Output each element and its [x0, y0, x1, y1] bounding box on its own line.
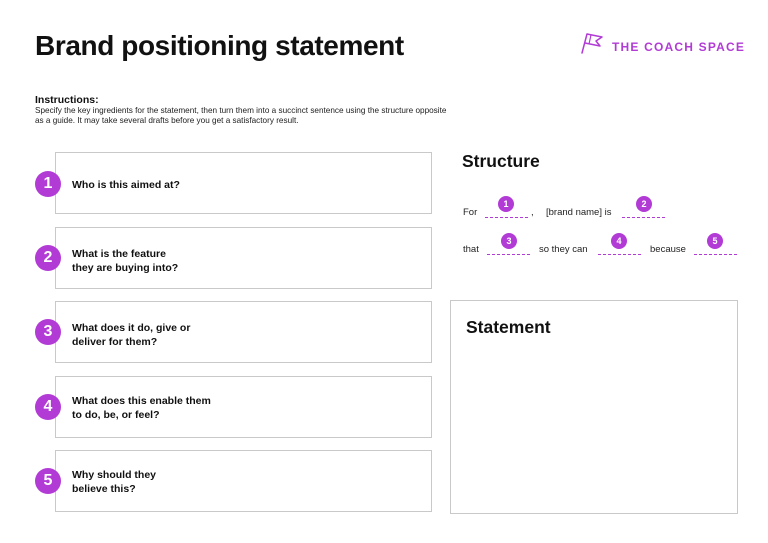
structure-word-brand: [brand name] is: [546, 207, 612, 218]
structure-word-for: For: [463, 207, 478, 218]
statement-heading: Statement: [466, 317, 551, 337]
question-number-badge: 4: [35, 394, 61, 420]
blank-2: [622, 217, 665, 218]
question-number-badge: 1: [35, 171, 61, 197]
blank-number-badge: 3: [501, 233, 517, 249]
question-text-3: What does it do, give or deliver for them?: [72, 322, 191, 348]
structure-heading: Structure: [462, 151, 540, 171]
question-number-badge: 2: [35, 245, 61, 271]
blank-4: [598, 254, 641, 255]
blank-number-badge: 4: [611, 233, 627, 249]
instructions-text: Specify the key ingredients for the statement, then turn them into a succinct sentence using the structure opposite as a guide. It may take several drafts before you get a satisfactory result.: [35, 106, 447, 125]
question-number-badge: 5: [35, 468, 61, 494]
blank-5: [694, 254, 737, 255]
question-text-5: Why should they believe this?: [72, 469, 156, 495]
question-text-4: What does this enable them to do, be, or feel?: [72, 395, 211, 421]
structure-word-so-they-can: so they can: [539, 244, 588, 255]
blank-3: [487, 254, 530, 255]
question-text-1: Who is this aimed at?: [72, 179, 180, 191]
blank-number-badge: 1: [498, 196, 514, 212]
blank-number-badge: 2: [636, 196, 652, 212]
structure-word-that: that: [463, 244, 479, 255]
structure-comma: ,: [531, 207, 534, 218]
brand-logo: [580, 32, 745, 54]
blank-number-badge: 5: [707, 233, 723, 249]
flag-icon: [580, 32, 604, 54]
blank-1: [485, 217, 528, 218]
instructions-heading: Instructions:: [35, 94, 99, 106]
question-number-badge: 3: [35, 319, 61, 345]
brand-name: THE COACH SPACE: [612, 40, 746, 54]
structure-word-because: because: [650, 244, 686, 255]
page-title: Brand positioning statement: [35, 30, 404, 61]
question-text-2: What is the feature they are buying into?: [72, 248, 179, 274]
